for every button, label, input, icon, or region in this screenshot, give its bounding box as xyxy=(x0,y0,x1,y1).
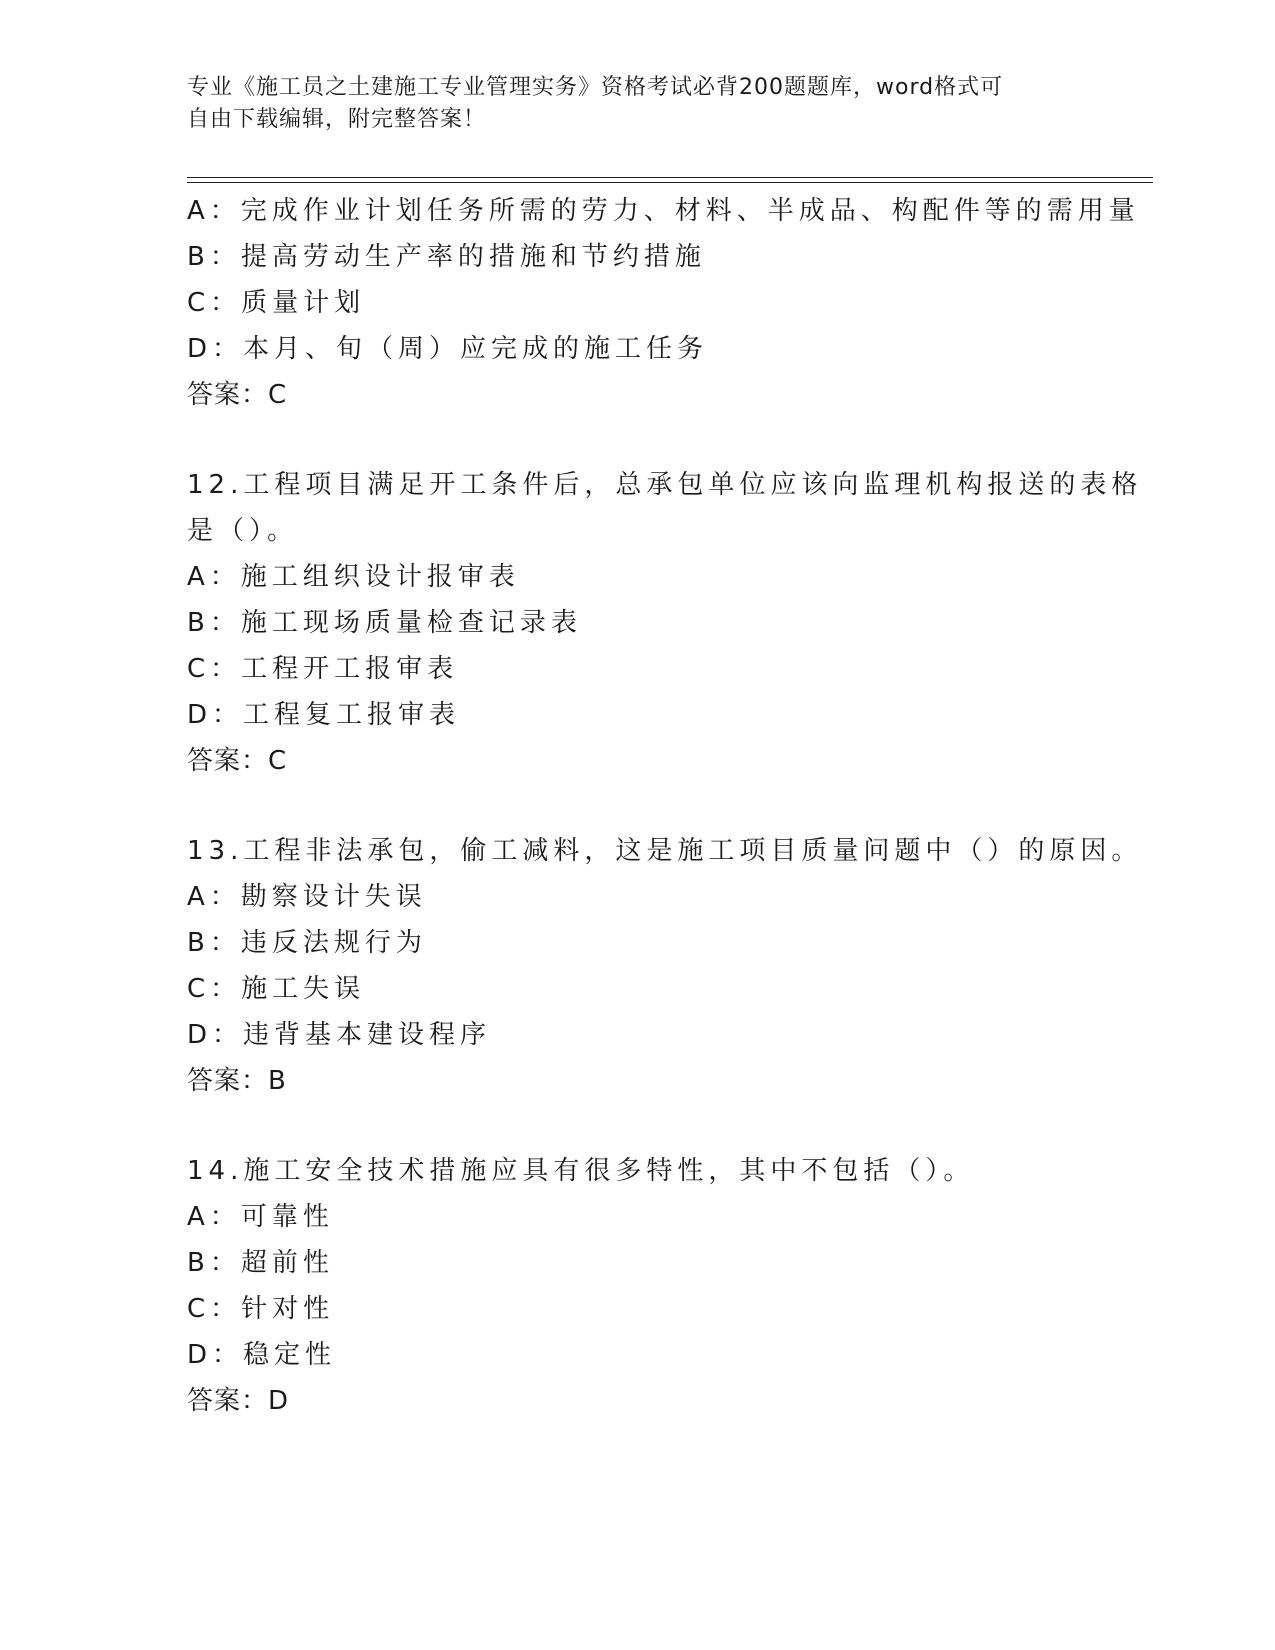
option-c: C：针对性 xyxy=(187,1294,335,1324)
option-a: A：施工组织设计报审表 xyxy=(187,562,520,592)
question-stem: 13.工程非法承包，偷工减料，这是施工项目质量问题中（）的原因。 xyxy=(187,836,1143,866)
question-11-continued xyxy=(187,188,1147,418)
answer-label: 答案：C xyxy=(187,380,288,410)
question-14 xyxy=(187,1148,1147,1424)
option-d: D：违背基本建设程序 xyxy=(187,1020,492,1050)
option-d: D：工程复工报审表 xyxy=(187,700,461,730)
answer-label: 答案：B xyxy=(187,1066,287,1096)
option-b: B：提高劳动生产率的措施和节约措施 xyxy=(187,242,706,272)
question-stem: 12.工程项目满足开工条件后，总承包单位应该向监理机构报送的表格 xyxy=(187,470,1143,500)
question-stem: 14.施工安全技术措施应具有很多特性，其中不包括（）。 xyxy=(187,1156,975,1186)
answer-label: 答案：D xyxy=(187,1386,290,1416)
option-a: A：完成作业计划任务所需的劳力、材料、半成品、构配件等的需用量 xyxy=(187,196,1140,226)
option-c: C：工程开工报审表 xyxy=(187,654,459,684)
header-line-1: 专业《施工员之土建施工专业管理实务》资格考试必背200题题库，word格式可 xyxy=(187,75,1004,100)
header-rule-top xyxy=(187,177,1153,178)
option-a: A：可靠性 xyxy=(187,1202,334,1232)
question-list xyxy=(187,188,1147,1424)
option-b: B：施工现场质量检查记录表 xyxy=(187,608,582,638)
header-line-2: 自由下载编辑，附完整答案！ xyxy=(187,107,487,132)
option-c: C：质量计划 xyxy=(187,288,366,318)
option-b: B：超前性 xyxy=(187,1248,334,1278)
option-d: D：稳定性 xyxy=(187,1340,337,1370)
option-b: B：违反法规行为 xyxy=(187,928,427,958)
question-12 xyxy=(187,462,1147,784)
option-a: A：勘察设计失误 xyxy=(187,882,427,912)
header-rule-bottom xyxy=(187,182,1153,183)
answer-label: 答案：C xyxy=(187,746,288,776)
question-stem-cont: 是（）。 xyxy=(187,516,299,546)
question-13 xyxy=(187,828,1147,1104)
option-d: D：本月、旬（周）应完成的施工任务 xyxy=(187,334,709,364)
document-header xyxy=(187,72,1087,136)
option-c: C：施工失误 xyxy=(187,974,366,1004)
